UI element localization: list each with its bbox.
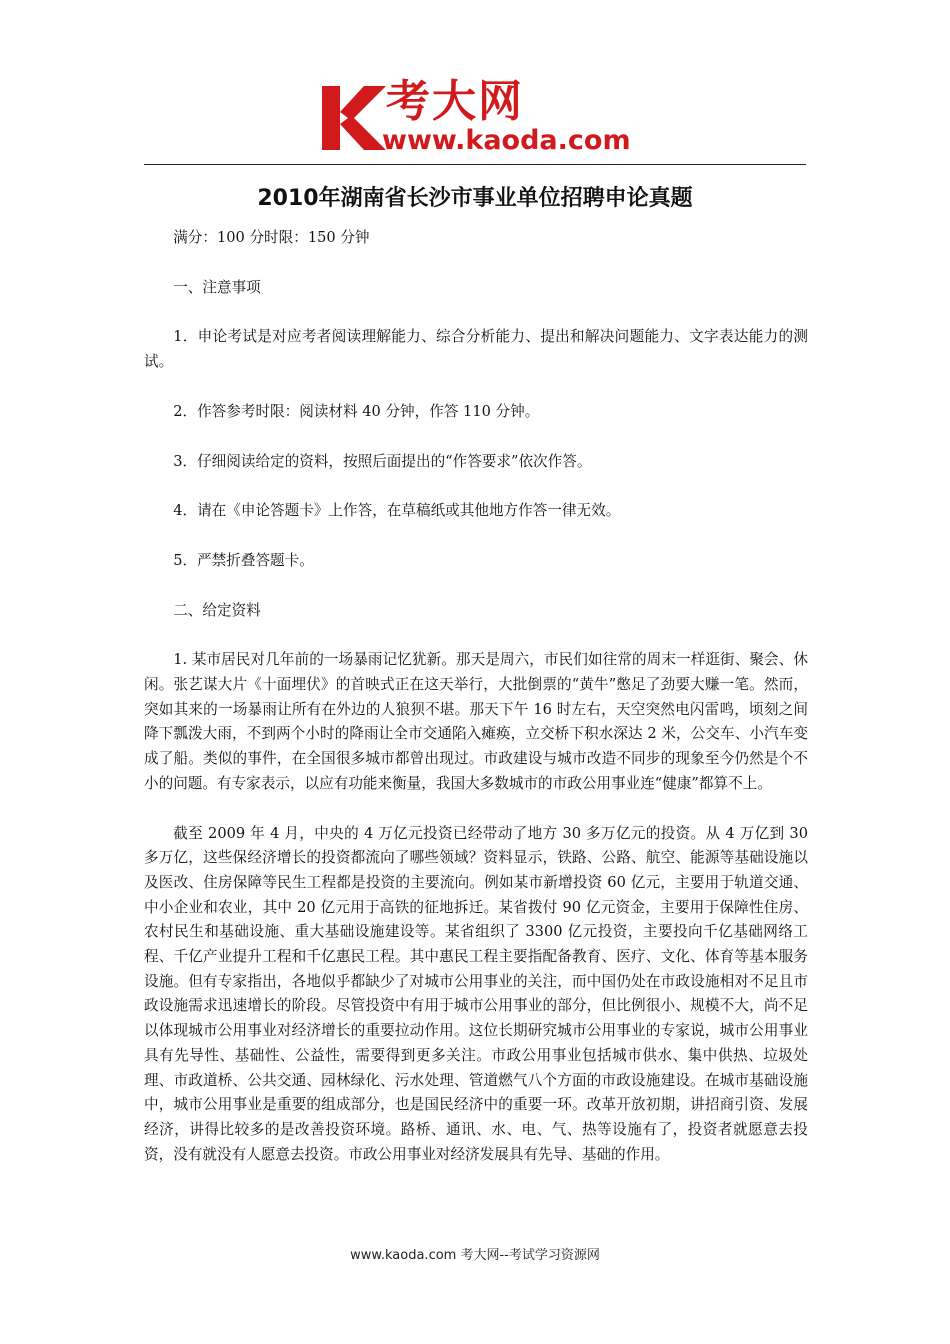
section-heading-notes: 一、注意事项 <box>173 278 261 296</box>
note-item-5: 5．严禁折叠答题卡。 <box>173 551 314 569</box>
exam-info: 满分：100 分时限：150 分钟 <box>173 229 370 246</box>
header-divider <box>144 164 806 165</box>
material-paragraph-2: 截至 2009 年 4 月，中央的 4 万亿元投资已经带动了地方 30 多万亿元的投资。从 4 万亿到 30 多万亿，这些保经济增长的投资都流向了哪些领域？资料显示，铁路、公路、航空、能源等基础设施以及医改、住房保障等民生工程都是投资的主要流向。例如某市新增投资 60 亿元，主要用于轨道交通、中小企业和农业，其中 20 亿元用于高铁的征地拆迁。某省拨付 90 亿元资金，主要用于保障性住房、农村民生和基础设施、重大基础设施建设等。某省组织了 3300 亿元投资，主要投向千亿基础网络工程、千亿产业提升工程和千亿惠民工程。其中惠民工程主要指配备教育、医疗、文化、体育等基本服务设施。但有专家指出，各地似乎都缺少了对城市公用事业的关注，而中国仍处在市政设施相对不足且市政设施需求迅速增长的阶段。尽管投资中有用于城市公用事业的部分，但比例很小、规模不大，尚不足以体现城市公用事业对经济增长的重要拉动作用。这位长期研究城市公用事业的专家说，城市公用事业具有先导性、基础性、公益性，需要得到更多关注。市政公用事业包括城市供水、集中供热、垃圾处理、市政道桥、公共交通、园林绿化、污水处理、管道燃气八个方面的市政设施建设。在城市基础设施中，城市公用事业是重要的组成部分，也是国民经济中的重要一环。改革开放初期，讲招商引资、发展经济，讲得比较多的是改善投资环境。路桥、通讯、水、电、气、热等设施有了，投资者就愿意去投资，没有就没有人愿意去投资。市政公用事业对经济发展具有先导、基础的作用。 <box>144 824 808 1163</box>
note-item-3: 3．仔细阅读给定的资料，按照后面提出的“作答要求”依次作答。 <box>173 452 592 470</box>
section-heading-materials: 二、给定资料 <box>173 601 261 619</box>
page-footer: www.kaoda.com 考大网--考试学习资源网 <box>350 1248 600 1263</box>
site-logo[interactable] <box>318 78 638 158</box>
material-paragraph-1: 1. 某市居民对几年前的一场暴雨记忆犹新。那天是周六，市民们如往常的周末一样逛街、聚会、休闲。张艺谋大片《十面埋伏》的首映式正在这天举行，大批倒票的“黄牛”憋足了劲要大赚一笔。然而，突如其来的一场暴雨让所有在外边的人狼狈不堪。那天下午 16 时左右，天空突然电闪雷鸣，顷刻之间降下瓢泼大雨，不到两个小时的降雨让全市交通陷入瘫痪，立交桥下积水深达 2 米，公交车、小汽车变成了船。类似的事件，在全国很多城市都曾出现过。市政建设与城市改造不同步的现象至今仍然是个不小的问题。有专家表示，以应有功能来衡量，我国大多数城市的市政公用事业连“健康”都算不上。 <box>144 651 808 792</box>
note-item-4: 4．请在《申论答题卡》上作答，在草稿纸或其他地方作答一律无效。 <box>173 502 621 520</box>
logo-chinese-name: 考大网 <box>386 76 524 127</box>
k-logo-icon <box>318 82 390 154</box>
document-title: 2010年湖南省长沙市事业单位招聘申论真题 <box>257 186 693 211</box>
note-item-2: 2．作答参考时限：阅读材料 40 分钟，作答 110 分钟。 <box>173 402 540 420</box>
note-item-1: 1．申论考试是对应考者阅读理解能力、综合分析能力、提出和解决问题能力、文字表达能力的测试。 <box>144 328 808 371</box>
document-body <box>144 226 808 1192</box>
logo-url: www.kaoda.com <box>382 125 631 156</box>
